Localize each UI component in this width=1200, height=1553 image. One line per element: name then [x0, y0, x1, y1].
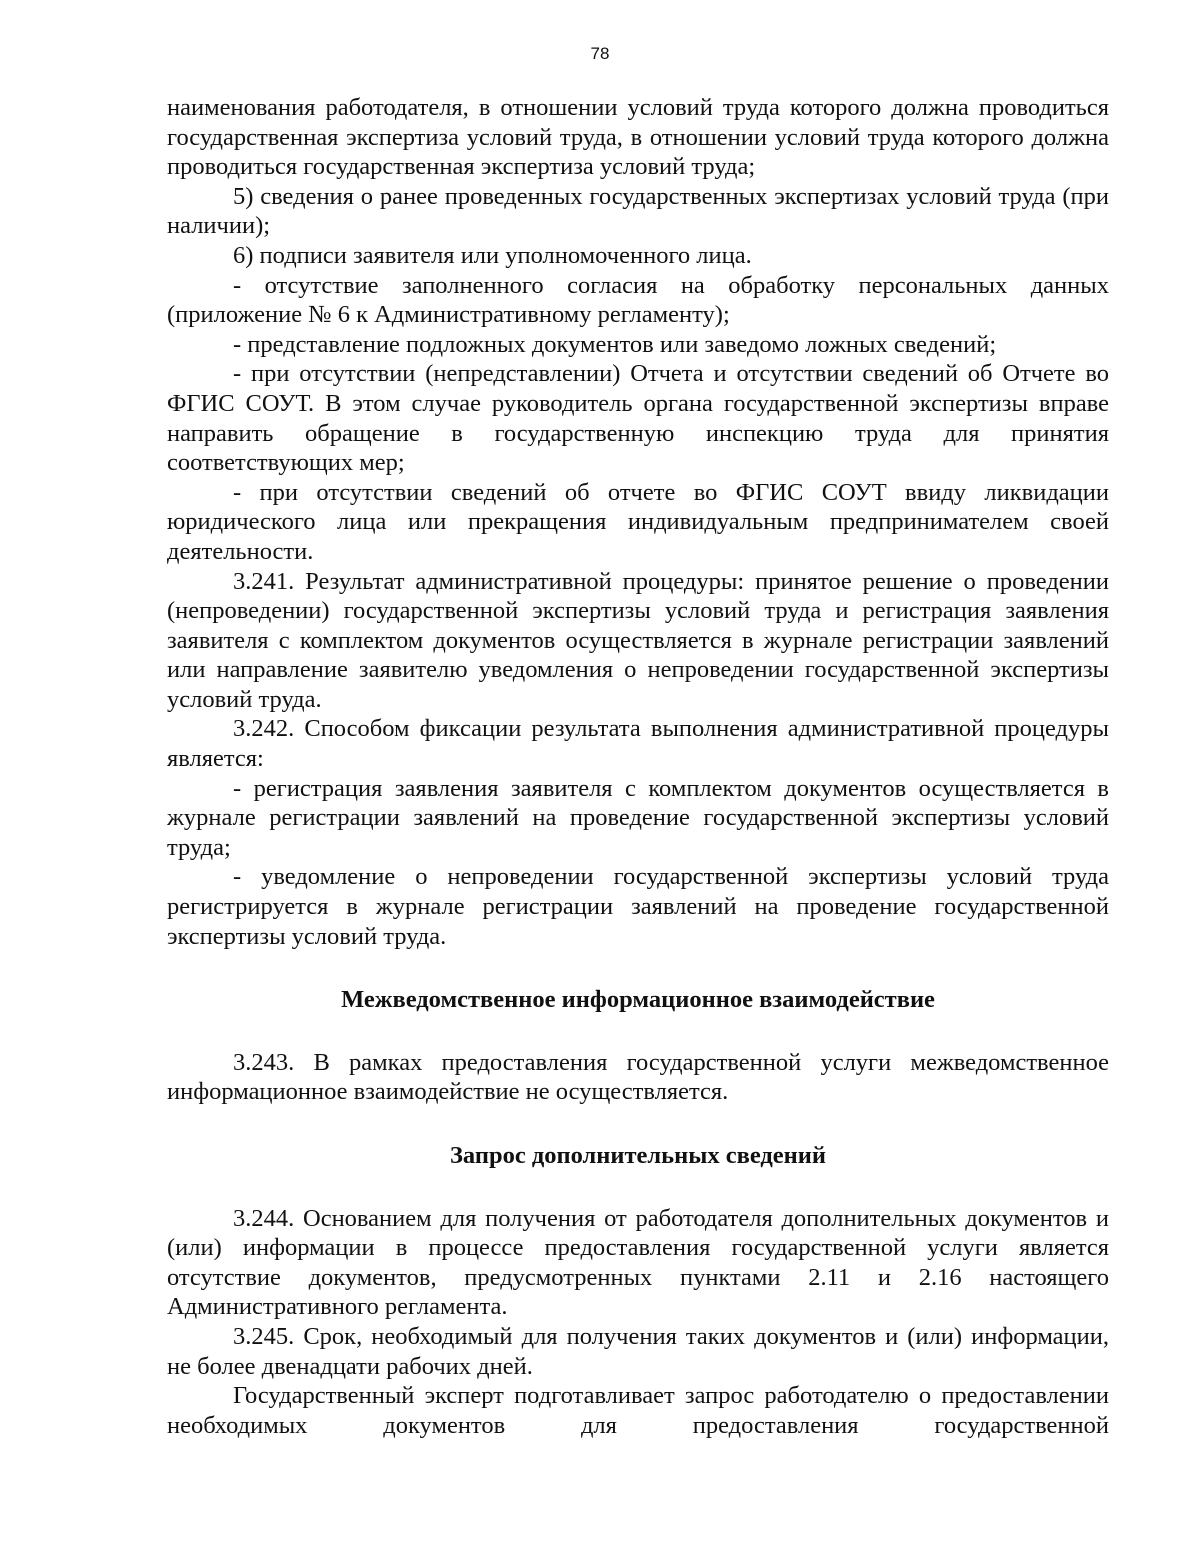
page-number: 78: [590, 44, 610, 63]
paragraph: 3.244. Основанием для получения от работодателя дополнительных документов и (или) информации в процессе предоставления государственной услуги является отсутствие документов, предусмотренных пунктами 2.11 и 2.16 настоящего Административного регламента.: [167, 1204, 1109, 1321]
paragraph: - при отсутствии (непредставлении) Отчета и отсутствии сведений об Отчете во ФГИС СОУТ. В этом случае руководитель органа государственной экспертизы вправе направить обращение в государственную инспекцию труда для принятия соответствующих мер;: [167, 360, 1109, 477]
paragraph: - представление подложных документов или заведомо ложных сведений;: [233, 330, 997, 358]
paragraph: - уведомление о непроведении государственной экспертизы условий труда регистрируется в журнале регистрации заявлений на проведение государственной экспертизы условий труда.: [167, 863, 1109, 950]
paragraph: 3.241. Результат административной процедуры: принятое решение о проведении (непроведении) государственной экспертизы условий труда и регистрация заявления заявителя с комплектом документов осуществляется в журнале регистрации заявлений или направление заявителю уведомления о непроведении государственной экспертизы условий труда.: [167, 567, 1109, 713]
paragraph: 3.243. В рамках предоставления государственной услуги межведомственное информационное взаимодействие не осуществляется.: [167, 1048, 1109, 1106]
paragraph: 5) сведения о ранее проведенных государственных экспертизах условий труда (при наличии);: [167, 182, 1109, 240]
paragraph: 3.242. Способом фиксации результата выполнения административной процедуры является:: [167, 715, 1109, 773]
document-body: [167, 93, 1109, 1440]
paragraph: наименования работодателя, в отношении условий труда которого должна проводиться государственная экспертиза условий труда, в отношении условий труда которого должна проводиться государственная экспертиза условий труда;: [167, 94, 1109, 181]
section-heading: Межведомственное информационное взаимодействие: [341, 986, 935, 1014]
paragraph: - регистрация заявления заявителя с комплектом документов осуществляется в журнале регистрации заявлений на проведение государственной экспертизы условий труда;: [167, 774, 1109, 861]
paragraph: - при отсутствии сведений об отчете во ФГИС СОУТ ввиду ликвидации юридического лица или прекращения индивидуальным предпринимателем своей деятельности.: [167, 478, 1109, 565]
section-heading: Запрос дополнительных сведений: [449, 1142, 827, 1169]
paragraph: 6) подписи заявителя или уполномоченного лица.: [233, 241, 752, 269]
paragraph: Государственный эксперт подготавливает запрос работодателю о предоставлении необходимых документов для предоставления государственной: [167, 1382, 1109, 1439]
paragraph: 3.245. Срок, необходимый для получения таких документов и (или) информации, не более двенадцати рабочих дней.: [167, 1322, 1109, 1380]
paragraph: - отсутствие заполненного согласия на обработку персональных данных (приложение № 6 к Административному регламенту);: [167, 271, 1109, 329]
